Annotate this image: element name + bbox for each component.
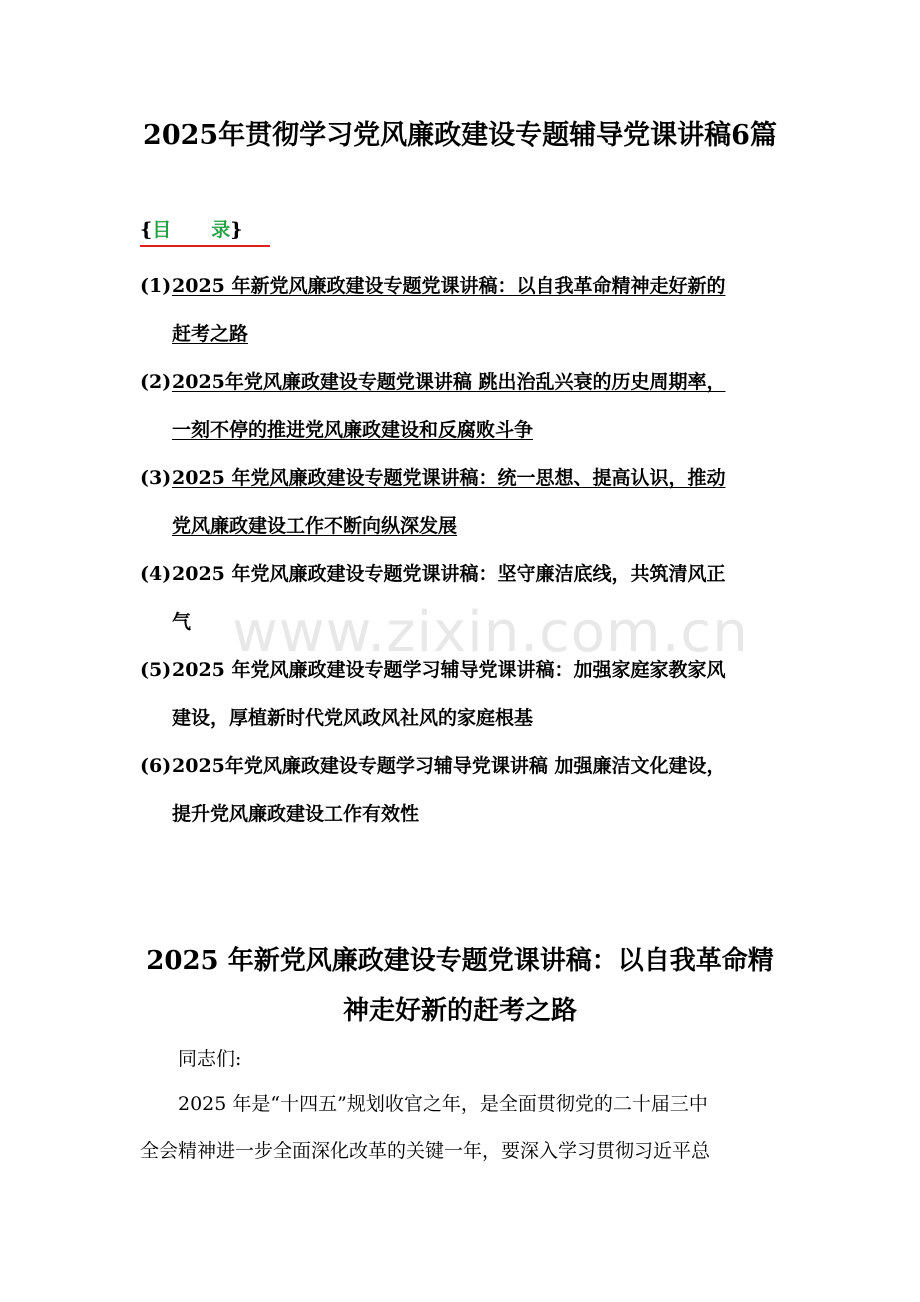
toc-item-3[interactable]	[140, 454, 800, 550]
toc-item-line: 赶考之路	[172, 323, 249, 345]
watermark: www.zixin.com.cn	[232, 600, 749, 665]
article-title-line: 神走好新的赶考之路	[342, 996, 577, 1026]
toc-item-line: 气	[172, 611, 192, 633]
toc-item-number: (2)	[140, 371, 172, 393]
toc-item-line: 提升党风廉政建设工作有效性	[172, 803, 420, 825]
toc-item-line: 党风廉政建设工作不断向纵深发展	[172, 515, 458, 537]
toc-item-number: (4)	[140, 563, 172, 585]
toc-item-line: 一刻不停的推进党风廉政建设和反腐败斗争	[172, 419, 534, 441]
body-line: 2025 年是“十四五”规划收官之年，是全面贯彻党的二十届三中	[178, 1093, 708, 1115]
toc-item-line: 2025年党风廉政建设专题党课讲稿 跳出治乱兴衰的历史周期率，	[172, 371, 726, 393]
toc-item-line: 2025 年党风廉政建设专题党课讲稿：坚守廉洁底线，共筑清风正	[172, 563, 726, 585]
toc-heading-left: 目	[152, 219, 172, 241]
toc-close-brace: }	[230, 219, 243, 241]
document-title: 2025年贯彻学习党风廉政建设专题辅导党课讲稿6篇	[143, 120, 777, 151]
body-line: 全会精神进一步全面深化改革的关键一年，要深入学习贯彻习近平总	[140, 1140, 711, 1162]
article-title	[120, 936, 800, 1036]
toc-item-line: 2025 年党风廉政建设专题学习辅导党课讲稿：加强家庭家教家风	[172, 659, 726, 681]
toc-item-number: (5)	[140, 659, 172, 681]
greeting: 同志们:	[178, 1048, 242, 1070]
toc-item-1[interactable]	[140, 262, 800, 358]
toc-item-line: 建设，厚植新时代党风政风社风的家庭根基	[172, 707, 534, 729]
toc-heading	[140, 217, 270, 247]
toc-item-number: (1)	[140, 275, 172, 297]
toc-item-number: (6)	[140, 755, 172, 777]
toc-item-line: 2025 年新党风廉政建设专题党课讲稿：以自我革命精神走好新的	[172, 275, 726, 297]
article-title-line: 2025 年新党风廉政建设专题党课讲稿：以自我革命精	[146, 946, 774, 976]
toc-item-line: 2025 年党风廉政建设专题党课讲稿：统一思想、提高认识，推动	[172, 467, 726, 489]
toc-item-2[interactable]	[140, 358, 800, 454]
body-paragraph	[140, 1081, 790, 1175]
toc-item-line: 2025年党风廉政建设专题学习辅导党课讲稿 加强廉洁文化建设，	[172, 755, 726, 777]
toc-item-number: (3)	[140, 467, 172, 489]
toc-heading-right: 录	[211, 219, 231, 241]
toc-open-brace: {	[140, 219, 153, 241]
toc-item-6[interactable]	[140, 742, 800, 838]
table-of-contents	[140, 262, 800, 838]
